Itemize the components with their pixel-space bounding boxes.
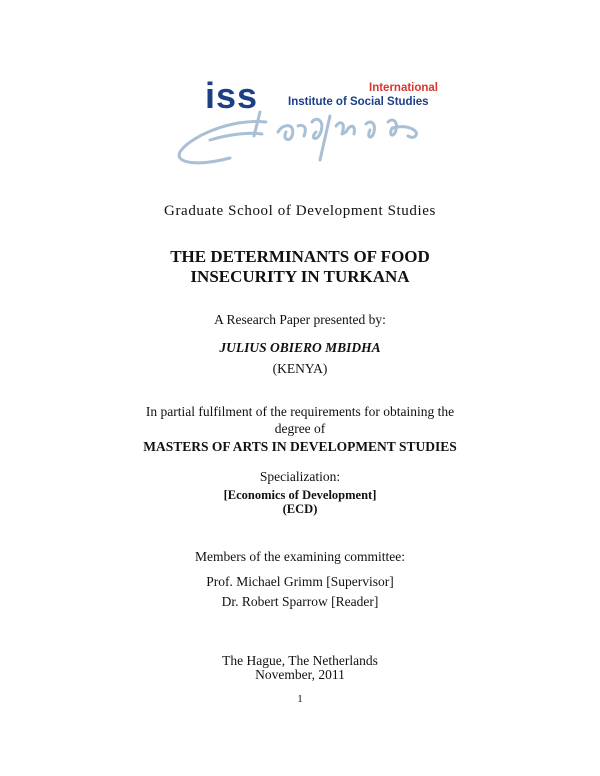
presented-by-text: A Research Paper presented by: [214, 312, 386, 327]
specialization-code: (ECD) [282, 502, 318, 516]
degree-name: MASTERS OF ARTS IN DEVELOPMENT STUDIES [143, 439, 457, 454]
author-name: JULIUS OBIERO MBIDHA [219, 340, 381, 355]
requirements-line-2: degree of [274, 421, 326, 436]
requirements-line-1: In partial fulfilment of the requirements for obtaining the [145, 404, 455, 419]
specialization-label: Specialization: [259, 469, 341, 484]
committee-member: Prof. Michael Grimm [Supervisor] [206, 574, 394, 589]
iss-logo-text: iss [205, 75, 259, 116]
title-line-2: INSECURITY IN TURKANA [190, 267, 410, 286]
author-country: (KENYA) [272, 361, 328, 376]
page-number: 1 [297, 693, 303, 705]
committee-label: Members of the examining committee: [195, 549, 405, 564]
logo-institute-text: Institute of Social Studies [288, 96, 429, 108]
committee-member: Dr. Robert Sparrow [Reader] [221, 594, 379, 609]
place-text: The Hague, The Netherlands [222, 653, 378, 668]
iss-logo [170, 74, 442, 174]
logo-international-text: International [369, 82, 439, 94]
school-name: Graduate School of Development Studies [164, 203, 436, 219]
date-text: November, 2011 [255, 667, 345, 682]
specialization-name: [Economics of Development] [223, 488, 377, 502]
title-line-1: THE DETERMINANTS OF FOOD [170, 247, 430, 266]
